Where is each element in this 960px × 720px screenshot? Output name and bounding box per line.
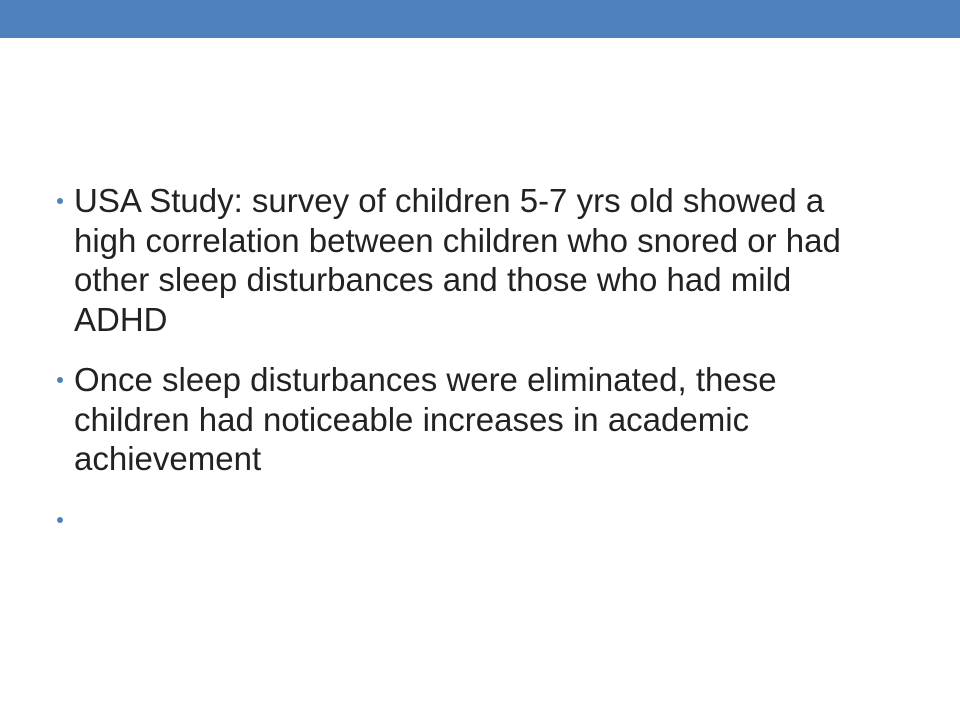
bullet-text: USA Study: survey of children 5-7 yrs old showed a high correlation between children who snored or had other sleep disturbances and those who had mild ADHD [74, 182, 841, 338]
bullet-item-empty [56, 500, 886, 540]
bullet-list [56, 181, 886, 560]
bullet-dot-icon [57, 377, 63, 383]
header-accent-bar [0, 0, 960, 38]
bullet-dot-icon [57, 198, 63, 204]
bullet-text: Once sleep disturbances were eliminated, these children had noticeable increases in academic achievement [74, 361, 777, 477]
bullet-item [56, 181, 886, 339]
bullet-item [56, 360, 886, 479]
bullet-dot-icon [57, 517, 63, 523]
